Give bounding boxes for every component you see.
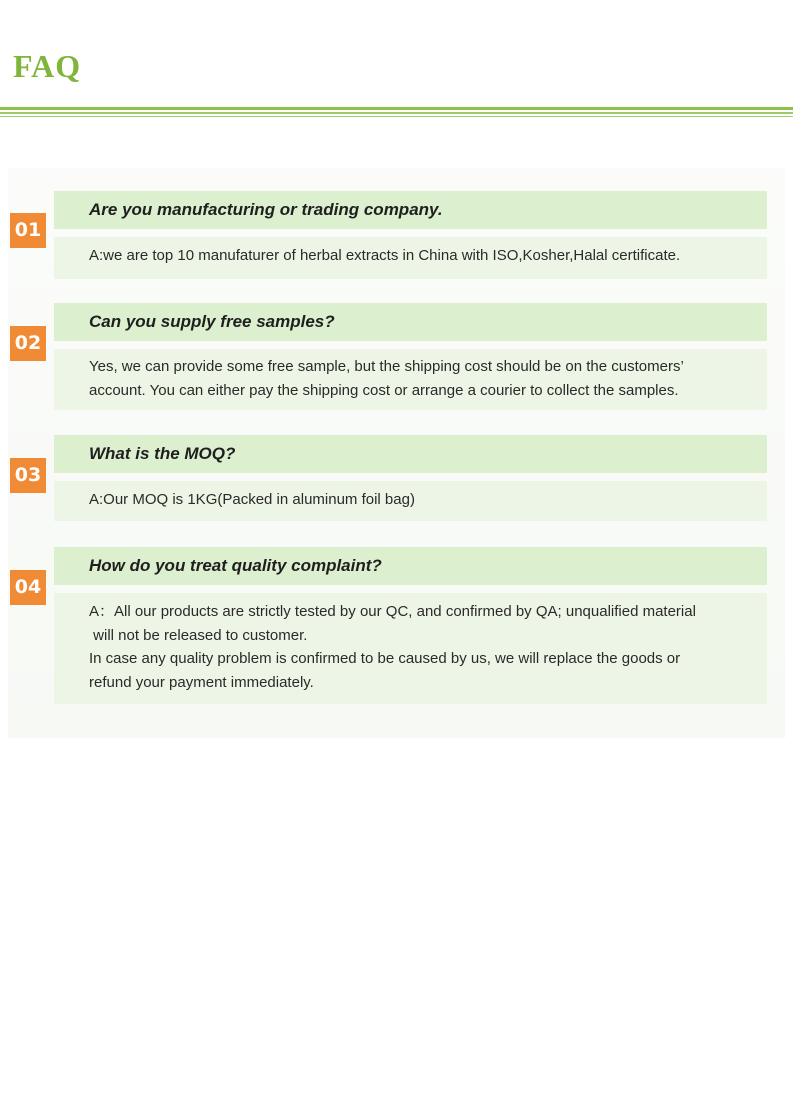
title-divider: [0, 112, 793, 114]
faq-number-badge: 02: [10, 326, 46, 361]
faq-question: How do you treat quality complaint?: [89, 556, 382, 575]
faq-answer-box: [54, 593, 767, 704]
faq-question: Are you manufacturing or trading company.: [89, 200, 443, 219]
faq-answer: [89, 600, 761, 694]
faq-answer: [89, 355, 761, 402]
faq-question: What is the MOQ?: [89, 444, 236, 463]
faq-answer-line: Yes, we can provide some free sample, but the shipping cost should be on the customers’: [89, 358, 684, 375]
faq-number-badge: 01: [10, 213, 46, 248]
faq-answer: [89, 244, 761, 268]
faq-question: Can you supply free samples?: [89, 312, 335, 331]
faq-question-bar: [54, 303, 767, 341]
faq-answer-box: [54, 481, 767, 521]
faq-answer-box: [54, 349, 767, 410]
faq-question-bar: [54, 547, 767, 585]
faq-answer-line: A:we are top 10 manufaturer of herbal extracts in China with ISO,Kosher,Halal certificate.: [89, 247, 681, 264]
title-divider: [0, 107, 793, 110]
faq-answer-line: A：All our products are strictly tested by our QC, and confirmed by QA; unqualified material: [89, 603, 696, 620]
faq-answer-line: will not be released to customer.: [89, 626, 308, 644]
faq-answer: [89, 488, 761, 512]
title-divider: [0, 116, 793, 117]
faq-question-bar: [54, 435, 767, 473]
faq-question-bar: [54, 191, 767, 229]
faq-answer-line: refund your payment immediately.: [89, 673, 314, 691]
faq-number-badge: 04: [10, 570, 46, 605]
faq-answer-line: A:Our MOQ is 1KG(Packed in aluminum foil bag): [89, 491, 415, 508]
faq-answer-box: [54, 237, 767, 279]
faq-number-badge: 03: [10, 458, 46, 493]
faq-answer-line: In case any quality problem is confirmed to be caused by us, we will replace the goods or: [89, 650, 681, 667]
page-title: FAQ: [13, 48, 82, 84]
faq-answer-line: account. You can either pay the shipping cost or arrange a courier to collect the samples.: [89, 381, 679, 399]
